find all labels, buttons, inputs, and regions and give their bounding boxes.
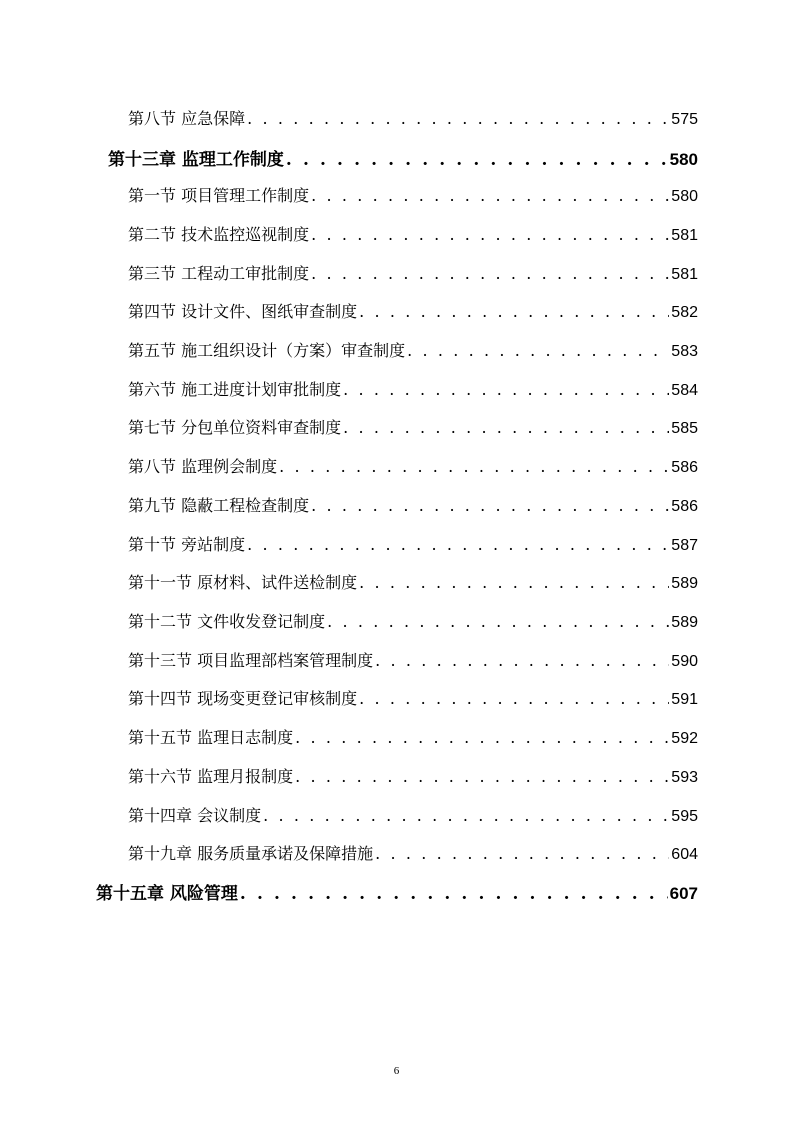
- toc-entry-title: 第九节 隐蔽工程检查制度: [128, 496, 310, 515]
- toc-entry[interactable]: [128, 686, 698, 709]
- toc-entry-title: 第五节 施工组织设计（方案）审查制度: [128, 341, 406, 360]
- toc-leader-dots: [359, 689, 669, 708]
- toc-entry[interactable]: [128, 803, 698, 826]
- toc-entry-title: 第十五节 监理日志制度: [128, 728, 294, 747]
- toc-entry-page: 580: [669, 150, 698, 169]
- toc-entry-title: 第六节 施工进度计划审批制度: [128, 380, 342, 399]
- toc-entry[interactable]: [128, 841, 698, 864]
- toc-entry-page: 595: [671, 808, 698, 825]
- toc-leader-dots: [407, 341, 669, 360]
- toc-entry-page: 591: [671, 691, 698, 708]
- toc-entry-title: 第八节 监理例会制度: [128, 457, 278, 476]
- toc-leader-dots: [311, 496, 669, 515]
- toc-leader-dots: [295, 728, 669, 747]
- toc-entry-page: 585: [671, 420, 698, 437]
- toc-leader-dots: [375, 844, 669, 863]
- toc-entry-page: 586: [671, 459, 698, 476]
- toc-entry[interactable]: [128, 222, 698, 245]
- toc-entry-title: 第十节 旁站制度: [128, 535, 246, 554]
- toc-entry[interactable]: [128, 415, 698, 438]
- toc-leader-dots: [240, 884, 668, 904]
- toc-entry[interactable]: [128, 648, 698, 671]
- toc-entry-page: 592: [671, 730, 698, 747]
- toc-entry-page: 581: [671, 227, 698, 244]
- toc-leader-dots: [279, 457, 669, 476]
- toc-entry-page: 587: [671, 537, 698, 554]
- toc-entry-title: 第七节 分包单位资料审查制度: [128, 418, 342, 437]
- toc-entry-page: 575: [671, 111, 698, 128]
- toc-entry-title: 第八节 应急保障: [128, 109, 246, 128]
- toc-leader-dots: [343, 380, 669, 399]
- toc-entry[interactable]: [128, 299, 698, 322]
- toc-entry-title: 第一节 项目管理工作制度: [128, 186, 310, 205]
- toc-entry-page: 604: [671, 846, 698, 863]
- toc-entry[interactable]: [128, 261, 698, 284]
- toc-entry[interactable]: [128, 377, 698, 400]
- toc-entry-title: 第四节 设计文件、图纸审查制度: [128, 302, 358, 321]
- toc-leader-dots: [311, 186, 669, 205]
- toc-entry-page: 584: [671, 382, 698, 399]
- toc-entry-title: 第十三节 项目监理部档案管理制度: [128, 651, 374, 670]
- toc-entry-page: 589: [671, 614, 698, 631]
- toc-entry[interactable]: [128, 454, 698, 477]
- toc-entry-title: 第十五章 风险管理: [96, 884, 238, 904]
- page-number: 6: [393, 1065, 400, 1077]
- toc-entry-page: 580: [671, 188, 698, 205]
- toc-entry-page: 582: [671, 304, 698, 321]
- toc-chapter-entry[interactable]: [96, 879, 698, 904]
- toc-entry-title: 第二节 技术监控巡视制度: [128, 225, 310, 244]
- toc-entry-title: 第十六节 监理月报制度: [128, 767, 294, 786]
- toc-entry[interactable]: [128, 725, 698, 748]
- toc-entry-page: 593: [671, 769, 698, 786]
- toc-entry-page: 583: [671, 343, 698, 360]
- toc-entry-title: 第三节 工程动工审批制度: [128, 264, 310, 283]
- toc-entry-title: 第十四章 会议制度: [128, 806, 262, 825]
- toc-entry-page: 607: [669, 884, 698, 903]
- toc-entry-title: 第十四节 现场变更登记审核制度: [128, 689, 358, 708]
- toc-entry[interactable]: [128, 338, 698, 361]
- toc-entry[interactable]: [128, 532, 698, 555]
- toc-entry-title: 第十一节 原材料、试件送检制度: [128, 573, 358, 592]
- toc-entry[interactable]: [128, 570, 698, 593]
- toc-leader-dots: [247, 109, 669, 128]
- toc-leader-dots: [247, 535, 669, 554]
- toc-entry-title: 第十三章 监理工作制度: [108, 150, 284, 170]
- toc-leader-dots: [263, 806, 669, 825]
- toc-entry-page: 581: [671, 266, 698, 283]
- toc-chapter-entry[interactable]: [108, 145, 698, 170]
- toc-leader-dots: [295, 767, 669, 786]
- toc-entry-title: 第十二节 文件收发登记制度: [128, 612, 326, 631]
- toc-leader-dots: [359, 573, 669, 592]
- toc-entry[interactable]: [128, 764, 698, 787]
- toc-entry-page: 589: [671, 575, 698, 592]
- toc-leader-dots: [311, 264, 669, 283]
- toc-entry[interactable]: [128, 609, 698, 632]
- toc-entry[interactable]: [128, 183, 698, 206]
- toc-leader-dots: [286, 150, 668, 170]
- toc-leader-dots: [311, 225, 669, 244]
- toc-entry-page: 586: [671, 498, 698, 515]
- toc-leader-dots: [327, 612, 669, 631]
- toc-leader-dots: [375, 651, 669, 670]
- toc-entry-title: 第十九章 服务质量承诺及保障措施: [128, 844, 374, 863]
- toc-entry-page: 590: [671, 653, 698, 670]
- toc-leader-dots: [359, 302, 669, 321]
- toc-entry[interactable]: [128, 493, 698, 516]
- toc-leader-dots: [343, 418, 669, 437]
- toc-entry[interactable]: [128, 106, 698, 129]
